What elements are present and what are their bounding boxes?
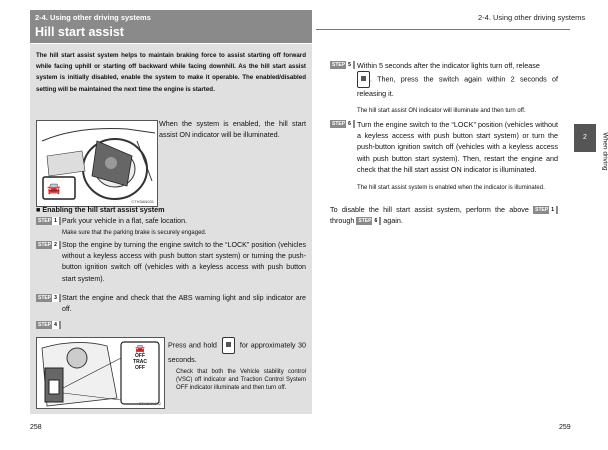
disable-text-a: To disable the hill start assist system, perform the above <box>330 205 529 214</box>
step-6-text: Turn the engine switch to the “LOCK” position (vehicles without a keyless access with push button start system) or turn the push-button ignition switch off (vehicles with a keyless access with push button start system). Then, restart the engine and check that the hill start assist ON indicator is illuminated. <box>357 120 558 174</box>
step-2-text: Stop the engine by turning the engine switch to the “LOCK” position (vehicles without a keyless access with push button start system) or turning the push-button ignition switch off (vehicles with a keyless access with push button start system). <box>62 241 306 283</box>
through-text: through <box>330 216 355 226</box>
step-4-label <box>36 320 306 331</box>
step-word: STEP <box>332 62 346 68</box>
step-1-note: Make sure that the parking brake is securely engaged. <box>62 230 207 236</box>
step-badge-1 <box>36 217 61 225</box>
step-number: 1 <box>54 218 57 224</box>
dashboard-illustration <box>36 120 158 207</box>
indicator-text: When the system is enabled, the hill start assist ON indicator will be illuminated. <box>159 119 306 140</box>
step-5-note: The hill start assist ON indicator will illuminate and then turn off. <box>357 108 526 114</box>
left-page-header <box>30 10 312 43</box>
step-badge-6 <box>330 120 355 128</box>
step-word: STEP <box>38 242 52 248</box>
vsc-off-label: OFF <box>135 353 145 359</box>
car-slope-icon: 🚘 <box>47 183 61 195</box>
step-1-text: Park your vehicle in a flat, safe location. <box>62 217 187 225</box>
step-number: 1 <box>551 207 554 213</box>
step-word: STEP <box>38 322 52 328</box>
intro-text: The hill start assist system helps to maintain braking force to assist starting off forward while facing uphill or starting off backward while facing downhill. As the hill start assist system is initially disabled, enable the system to make it operable. The enabled/disabled setting will be maintained the next time the engine is started. <box>36 52 306 93</box>
step-word: STEP <box>38 295 52 301</box>
step-5-text-b: . Then, press the switch again within 2 seconds of releasing it. <box>357 74 558 99</box>
step-badge-2 <box>36 241 61 249</box>
vsc-switch-icon <box>357 71 370 88</box>
step-number: 3 <box>54 295 57 301</box>
step-3 <box>36 293 306 315</box>
chapter-tab: 2 <box>574 124 596 152</box>
step-badge-5 <box>330 61 355 69</box>
enable-heading-label: Enabling the hill start assist system <box>42 205 165 214</box>
step-number: 6 <box>374 218 378 225</box>
car-skid-icon: 🚘 <box>135 344 145 353</box>
vsc-switch-illustration <box>36 337 165 409</box>
right-page-header: 2-4. Using other driving systems <box>478 13 586 22</box>
header-rule <box>316 29 570 30</box>
step-number: 6 <box>348 121 351 127</box>
step-5-text-a: Within 5 seconds after the indicator lights turn off, release <box>357 61 540 70</box>
step-word: STEP <box>535 207 549 213</box>
press-hold-text: Press and hold <box>168 340 217 350</box>
figure-id: CTH3AN031 <box>131 199 154 204</box>
enable-heading: ■ Enabling the hill start assist system <box>36 205 165 214</box>
step-4-note: Check that both the Vehicle stability control (VSC) off indicator and Traction Control System OFF indicator illuminate and then turn off. <box>176 369 306 391</box>
disable-text <box>330 204 558 226</box>
page-number-left: 258 <box>30 424 42 431</box>
vsc-off-button <box>130 346 150 371</box>
chapter-label: When driving <box>601 132 608 171</box>
step-word: STEP <box>38 218 52 224</box>
step-1 <box>36 216 306 227</box>
step-badge-4 <box>36 321 61 329</box>
step-2 <box>36 240 306 285</box>
vsc-switch-icon <box>222 337 235 354</box>
step-number: 4 <box>54 322 57 328</box>
step-6 <box>330 119 558 175</box>
trac-label: TRAC <box>133 359 147 365</box>
page-number-right: 259 <box>559 424 571 431</box>
step-badge-3 <box>36 294 61 302</box>
step-word: STEP <box>332 121 346 127</box>
step-4-text <box>168 337 306 365</box>
figure-id: CTH3AN032 <box>138 401 161 406</box>
again-text: again. <box>383 216 403 226</box>
step-5-text <box>357 60 558 99</box>
step-3-text: Start the engine and check that the ABS warning light and slip indicator are off. <box>62 294 306 314</box>
step-number: 5 <box>348 62 351 68</box>
section-title: 2-4. Using other driving systems <box>35 13 151 22</box>
step-ref-from <box>533 206 558 214</box>
duration-text: for approximately 30 seconds. <box>168 340 307 364</box>
step-number: 2 <box>54 242 57 248</box>
hill-start-panel <box>30 44 312 414</box>
step-6-note: The hill start assist system is enabled when the indicator is illuminated. <box>357 185 545 191</box>
page-title: Hill start assist <box>35 25 124 39</box>
trac-off-label: OFF <box>135 365 145 371</box>
step-word: STEP <box>358 218 372 225</box>
step-5 <box>330 60 558 99</box>
step-ref-to <box>356 217 381 225</box>
